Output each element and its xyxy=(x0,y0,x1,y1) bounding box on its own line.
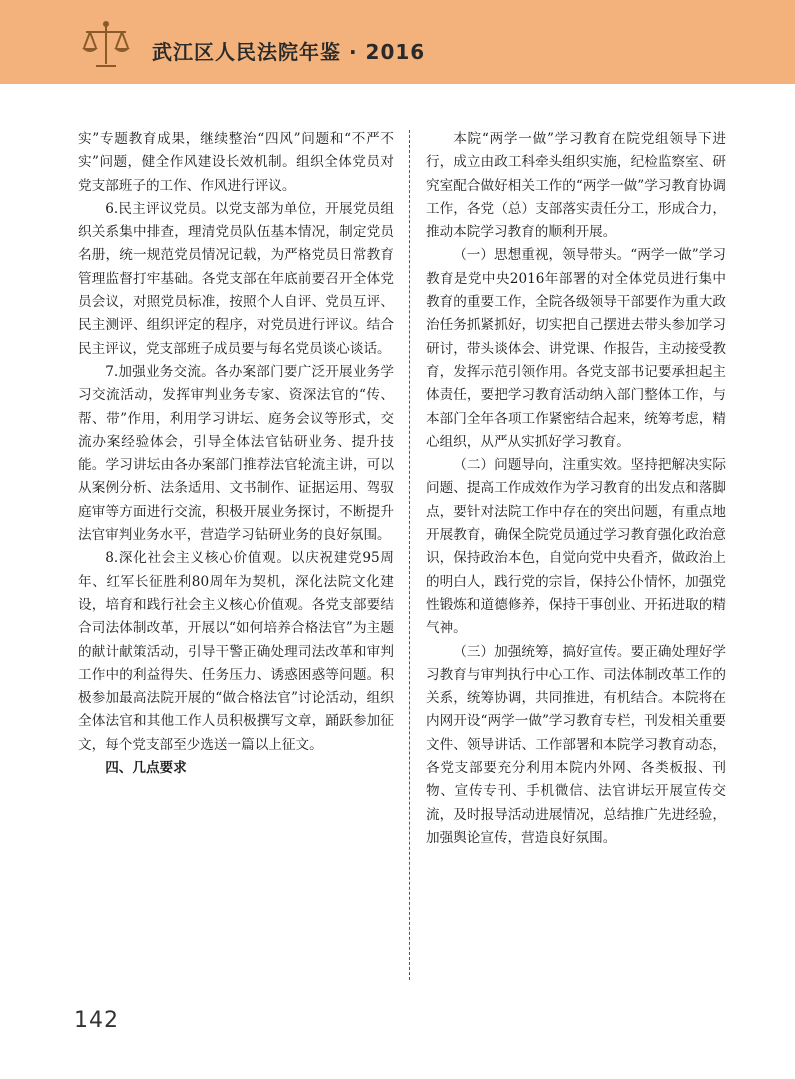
section-heading: 四、几点要求 xyxy=(105,760,187,777)
yearbook-title: 武江区人民法院年鉴 · 2016 xyxy=(152,40,426,64)
right-column xyxy=(426,128,726,850)
left-column xyxy=(78,128,394,780)
paragraph: （一）思想重视，领导带头。“两学一做”学习教育是党中央2016年部署的对全体党员进行集中教育的重要工作，全院各级领导干部要作为重大政治任务抓紧抓好，切实把自己摆进去带头参加学习研讨，带头谈体会、讲党课、作报告，主动接受教育，发挥示范引领作用。各党支部书记要承担起主体责任，要把学习教育活动纳入部门整体工作，与本部门全年各项工作紧密结合起来，统筹考虑，精心组织，从严从实抓好学习教育。 xyxy=(426,247,726,450)
paragraph: 7.加强业务交流。各办案部门要广泛开展业务学习交流活动，发挥审判业务专家、资深法官的“传、帮、带”作用，利用学习讲坛、庭务会议等形式，交流办案经验体会，引导全体法官钻研业务、提升技能。学习讲坛由各办案部门推荐法官轮流主讲，可以从案例分析、法条适用、文书制作、证据运用、驾驭庭审等方面进行交流，积极开展业务探讨，不断提升法官审判业务水平，营造学习钻研业务的良好氛围。 xyxy=(78,363,394,544)
scales-of-justice-icon xyxy=(78,18,134,74)
header-band xyxy=(0,0,795,84)
paragraph: 6.民主评议党员。以党支部为单位，开展党员组织关系集中排查，理清党员队伍基本情况，制定党员名册，统一规范党员情况记载，为严格党员日常教育管理监督打牢基础。各党支部在年底前要召开全体党员会议，对照党员标准，按照个人自评、党员互评、民主测评、组织评定的程序，对党员进行评议。结合民主评议，党支部班子成员要与每名党员谈心谈话。 xyxy=(78,200,394,357)
column-divider xyxy=(409,130,410,980)
page-number: 142 xyxy=(74,1008,119,1033)
paragraph: （三）加强统筹，搞好宣传。要正确处理好学习教育与审判执行中心工作、司法体制改革工作的关系，统筹协调，共同推进，有机结合。本院将在内网开设“两学一做”学习教育专栏，刊发相关重要文件、领导讲话、工作部署和本院学习教育动态，各党支部要充分利用本院内外网、各类板报、刊物、宣传专刊、手机微信、法官讲坛开展宣传交流，及时报导活动进展情况，总结推广先进经验，加强舆论宣传，营造良好氛围。 xyxy=(426,643,726,846)
paragraph: 本院“两学一做”学习教育在院党组领导下进行，成立由政工科牵头组织实施，纪检监察室、研究室配合做好相关工作的“两学一做”学习教育协调工作，各党（总）支部落实责任分工，形成合力，推动本院学习教育的顺利开展。 xyxy=(426,131,726,241)
paragraph: 实”专题教育成果，继续整治“四风”问题和“不严不实”问题，健全作风建设长效机制。组织全体党员对党支部班子的工作、作风进行评议。 xyxy=(78,131,394,194)
paragraph: （二）问题导向，注重实效。坚持把解决实际问题、提高工作成效作为学习教育的出发点和落脚点，要针对法院工作中存在的突出问题，有重点地开展教育，确保全院党员通过学习教育强化政治意识，保持政治本色，自觉向党中央看齐，做政治上的明白人，践行党的宗旨，保持公仆情怀，加强党性锻炼和道德修养，保持干事创业、开拓进取的精气神。 xyxy=(426,457,726,637)
paragraph: 8.深化社会主义核心价值观。以庆祝建党95周年、红军长征胜利80周年为契机，深化法院文化建设，培育和践行社会主义核心价值观。各党支部要结合司法体制改革，开展以“如何培养合格法官”为主题的献计献策活动，引导干警正确处理司法改革和审判工作中的利益得失、任务压力、诱惑困惑等问题。积极参加最高法院开展的“做合格法官”讨论活动，组织全体法官和其他工作人员积极撰写文章，踊跃参加征文，每个党支部至少选送一篇以上征文。 xyxy=(78,550,394,753)
